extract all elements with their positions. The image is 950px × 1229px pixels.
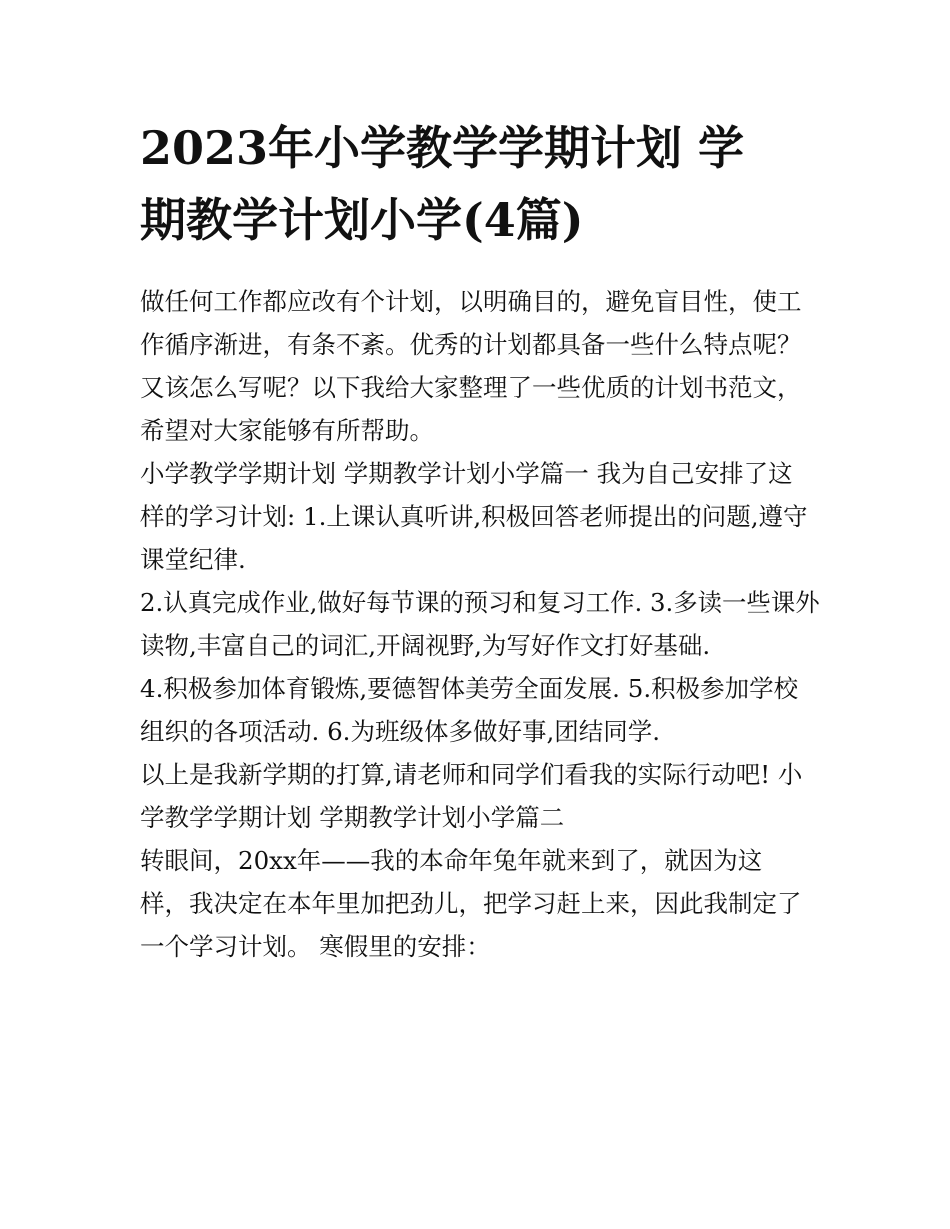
body-line: 读物,丰富自己的词汇,开阔视野,为写好作文打好基础. xyxy=(140,631,711,660)
document-title xyxy=(140,112,820,256)
title-line: 2023年小学教学学期计划 学 xyxy=(140,121,745,175)
body-line: 样，我决定在本年里加把劲儿，把学习赶上来，因此我制定了 xyxy=(140,889,802,918)
body-line: 转眼间，20xx年——我的本命年兔年就来到了，就因为这 xyxy=(140,846,763,875)
body-line: 小学教学学期计划 学期教学计划小学篇一 我为自己安排了这 xyxy=(140,459,793,488)
body-line: 2.认真完成作业,做好每节课的预习和复习工作. 3.多读一些课外 xyxy=(140,588,820,617)
title-line: 期教学计划小学(4篇) xyxy=(140,193,584,247)
body-line: 希望对大家能够有所帮助。 xyxy=(140,416,434,445)
body-line: 一个学习计划。 寒假里的安排： xyxy=(140,932,491,961)
body-line: 4.积极参加体育锻炼,要德智体美劳全面发展. 5.积极参加学校 xyxy=(140,674,799,703)
body-line: 样的学习计划: 1.上课认真听讲,积极回答老师提出的问题,遵守 xyxy=(140,502,808,531)
body-line: 课堂纪律. xyxy=(140,545,246,574)
body-line: 作循序渐进，有条不紊。优秀的计划都具备一些什么特点呢？ xyxy=(140,330,802,359)
body-line: 学教学学期计划 学期教学计划小学篇二 xyxy=(140,803,565,832)
body-line: 以上是我新学期的打算,请老师和同学们看我的实际行动吧! 小 xyxy=(140,760,803,789)
body-line: 做任何工作都应改有个计划，以明确目的，避免盲目性，使工 xyxy=(140,287,802,316)
body-line: 又该怎么写呢？以下我给大家整理了一些优质的计划书范文， xyxy=(140,373,802,402)
document-body xyxy=(140,280,820,968)
body-line: 组织的各项活动. 6.为班级体多做好事,团结同学. xyxy=(140,717,661,746)
